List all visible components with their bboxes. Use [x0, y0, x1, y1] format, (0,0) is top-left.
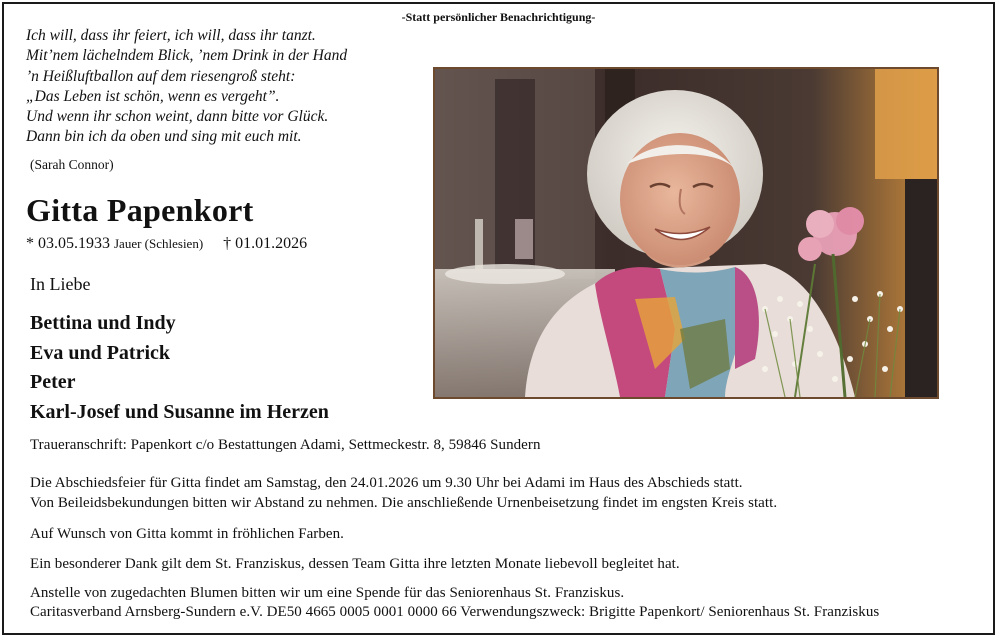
birthplace: Jauer (Schlesien) — [114, 236, 204, 251]
poem-line: ’n Heißluftballon auf dem riesengroß steht: — [26, 67, 296, 85]
mourner-item: Karl-Josef und Susanne im Herzen — [30, 400, 329, 423]
poem-line: Und wenn ihr schon weint, dann bitte vor Glück. — [26, 108, 329, 126]
birth-date: * 03.05.1933 — [26, 235, 110, 252]
deceased-name: Gitta Papenkort — [26, 192, 254, 228]
mourner-item: Peter — [30, 371, 76, 393]
poem-author: (Sarah Connor) — [30, 157, 114, 172]
portrait-image — [435, 69, 937, 397]
notice-header: -Statt persönlicher Benachrichtigung- — [401, 10, 596, 24]
poem-line: Ich will, dass ihr feiert, ich will, dass ihr tanzt. — [26, 27, 316, 44]
mourner-list — [30, 309, 329, 427]
poem-line: Dann bin ich da oben und sing mit euch mit. — [26, 128, 302, 146]
obituary-notice — [2, 2, 995, 635]
thanks-text: Ein besonderer Dank gilt dem St. Franziskus, dessen Team Gitta ihre letzten Monate liebevoll begleitet hat. — [30, 556, 680, 572]
mourner-item: Bettina und Indy — [30, 312, 176, 334]
poem-line: Mit’nem lächelndem Blick, ’nem Drink in der Hand — [26, 47, 348, 65]
in-love-label: In Liebe — [30, 274, 91, 294]
ceremony-text: Die Abschiedsfeier für Gitta findet am Samstag, den 24.01.2026 um 9.30 Uhr bei Adami im Haus des Abschieds statt. — [30, 475, 743, 491]
poem — [26, 26, 347, 148]
dress-code-text: Auf Wunsch von Gitta kommt in fröhlichen Farben. — [30, 526, 344, 542]
mourner-item: Eva und Patrick — [30, 341, 171, 364]
life-dates — [26, 235, 307, 253]
death-date: † 01.01.2026 — [223, 235, 308, 252]
funeral-address: Traueranschrift: Papenkort c/o Bestattungen Adami, Settmeckestr. 8, 59846 Sundern — [30, 437, 541, 453]
portrait-photo — [433, 67, 939, 399]
bank-details: Caritasverband Arnsberg-Sundern e.V. DE50 4665 0005 0001 0000 66 Verwendungszweck: Brigitte Papenkort/ Seniorenhaus St. Franziskus — [30, 604, 880, 620]
donation-text: Anstelle von zugedachten Blumen bitten wir um eine Spende für das Seniorenhaus St. Franziskus. — [30, 585, 625, 601]
condolence-text: Von Beileidsbekundungen bitten wir Abstand zu nehmen. Die anschließende Urnenbeisetzung findet im engsten Kreis statt. — [30, 495, 778, 511]
poem-line: „Das Leben ist schön, wenn es vergeht”. — [26, 87, 280, 105]
